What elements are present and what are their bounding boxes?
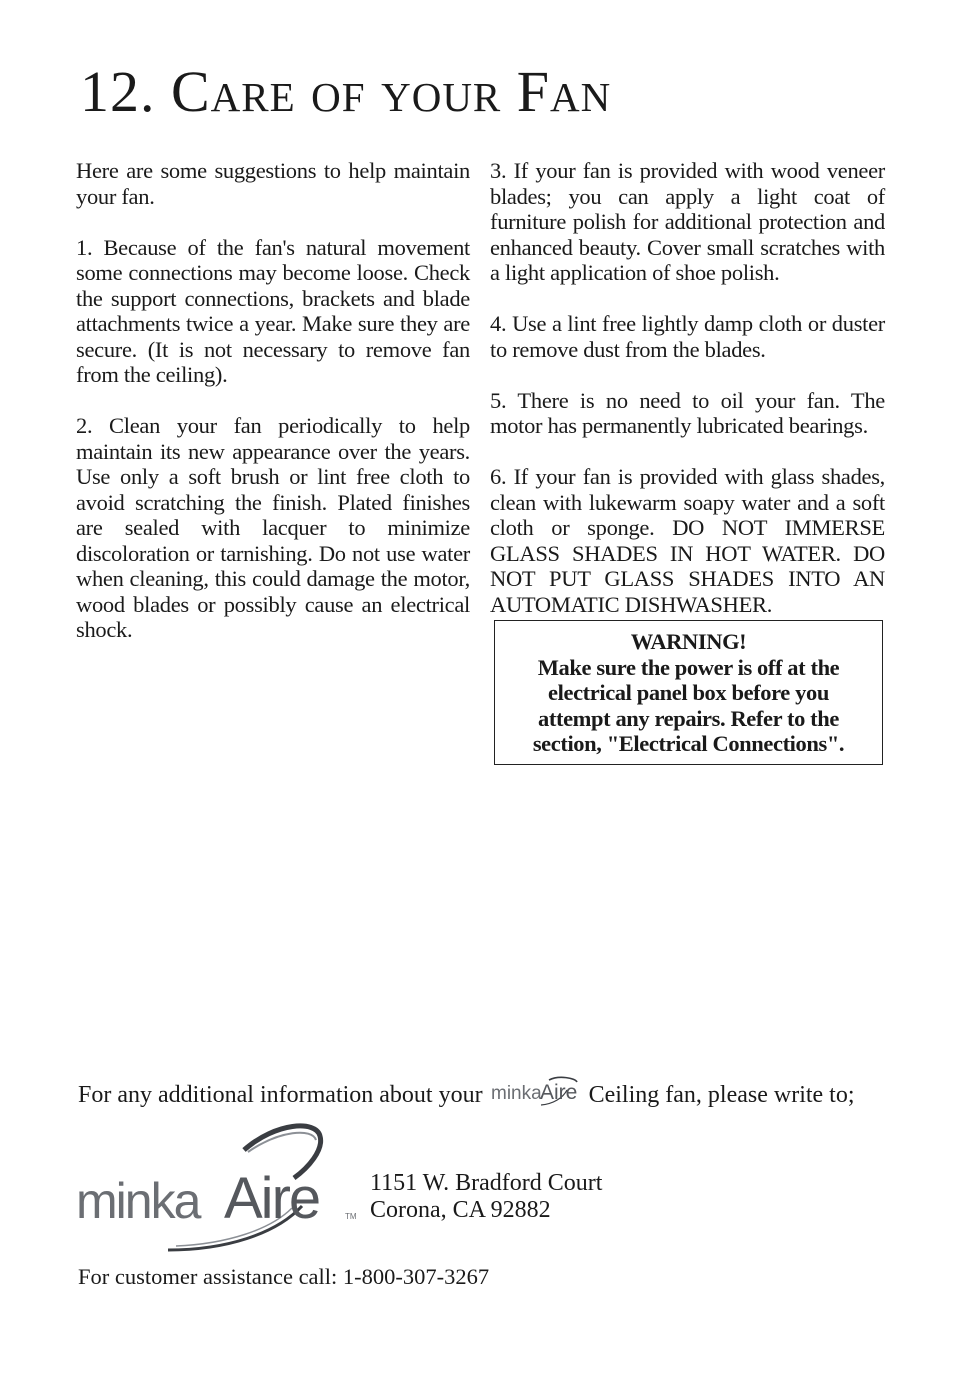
care-item-2: 2. Clean your fan periodically to help maintain its new appearance over the years. Use only a soft brush or lint free cloth to avoid scratching the finish. Plated finishes are sealed with lacquer to minimize discoloration or tarnishing. Do not use water when cleaning, this could damage the motor, wood blades or possibly cause an electrical shock. [76,413,470,642]
care-item-6: 6. If your fan is provided with glass shades, clean with lukewarm soapy water and a soft cloth or sponge. DO NOT IMMERSE GLASS SHADES IN HOT WATER. DO NOT PUT GLASS SHADES INTO AN AUTOMATIC DISHWASHER. [490,464,885,617]
info-text-before: For any additional information about your [78,1082,483,1108]
address-line-1: 1151 W. Bradford Court [370,1170,603,1196]
mailing-address [370,1170,602,1224]
care-item-1: 1. Because of the fan's natural movement some connections may become loose. Check the support connections, brackets and blade attachments twice a year. Make sure they are secure. (It is not necessary to remove fan from the ceiling). [76,234,470,387]
warning-line: attempt any repairs. Refer to the [538,705,839,731]
warning-line: Make sure the power is off at the [537,654,840,680]
right-column [490,158,885,643]
left-column [76,158,470,668]
care-item-4: 4. Use a lint free lightly damp cloth or duster to remove dust from the blades. [490,311,885,362]
mini-logo-text-1: minka [490,1083,542,1104]
info-text-after: Ceiling fan, please write to; [588,1082,855,1108]
address-line-2: Corona, CA 92882 [370,1197,551,1223]
mini-logo-text-2: Aire [539,1081,577,1104]
page-title [80,58,611,125]
section-number: 12. [80,59,156,124]
additional-info-line [78,1076,855,1109]
logo-text-minka: minka [76,1173,200,1229]
trademark-mark: TM [345,1212,357,1221]
logo-text-aire: Aire [224,1166,320,1231]
warning-line: electrical panel box before you [548,680,829,705]
care-item-5: 5. There is no need to oil your fan. The motor has permanently lubricated bearings. [490,387,885,438]
customer-assistance-line: For customer assistance call: 1-800-307-3267 [78,1264,490,1289]
warning-title: WARNING! [630,629,747,654]
warning-line: section, "Electrical Connections". [532,731,845,756]
section-title: Care of your Fan [171,59,612,124]
care-item-3: 3. If your fan is provided with wood veneer blades; you can apply a light coat of furniture polish for additional protection and enhanced beauty. Cover small scratches with a light application of shoe polish. [490,158,885,285]
minkaaire-logo [76,1122,360,1254]
intro-paragraph: Here are some suggestions to help maintain your fan. [76,158,470,209]
minkaaire-inline-logo [491,1076,581,1106]
warning-box [494,620,883,765]
